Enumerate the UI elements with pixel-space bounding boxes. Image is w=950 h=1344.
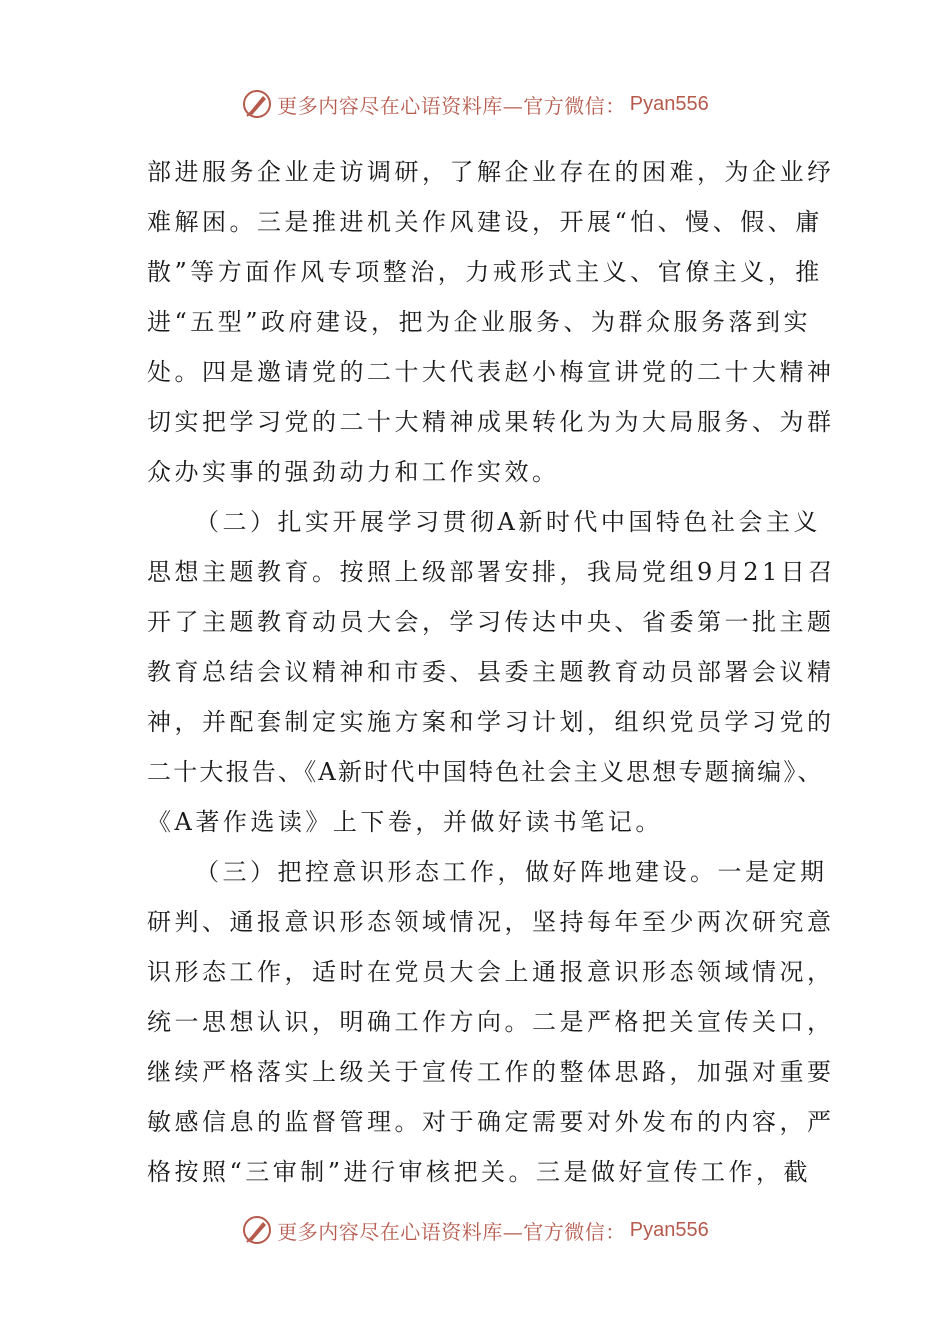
watermark-text: 更多内容尽在心语资料库—官方微信： — [277, 93, 626, 118]
watermark-header — [0, 84, 950, 124]
text-line: 识形态工作，适时在党员大会上通报意识形态领域情况， — [147, 958, 835, 986]
paragraph-3 — [147, 847, 835, 1197]
text-line: 《A著作选读》上下卷，并做好读书笔记。 — [147, 808, 663, 836]
text-line: 继续严格落实上级关于宣传工作的整体思路，加强对重要 — [147, 1058, 835, 1086]
watermark-wechat-id: Pyan556 — [629, 92, 709, 115]
text-line: 教育总结会议精神和市委、县委主题教育动员部署会议精 — [147, 658, 835, 686]
text-line: 统一思想认识，明确工作方向。二是严格把关宣传关口， — [147, 1008, 835, 1036]
text-line: 研判、通报意识形态领域情况，坚持每年至少两次研究意 — [147, 908, 835, 936]
text-line: 散”等方面作风专项整治，力戒形式主义、官僚主义，推 — [147, 258, 823, 286]
text-line: 敏感信息的监督管理。对于确定需要对外发布的内容，严 — [147, 1108, 835, 1136]
text-line: 部进服务企业走访调研，了解企业存在的困难，为企业纾 — [147, 158, 835, 186]
text-line: 处。四是邀请党的二十大代表赵小梅宣讲党的二十大精神 — [147, 358, 835, 386]
text-line: 二十大报告、《A新时代中国特色社会主义思想专题摘编》、 — [147, 758, 824, 786]
watermark-text: 更多内容尽在心语资料库—官方微信： — [277, 1219, 626, 1244]
text-line: 难解困。三是推进机关作风建设，开展“怕、慢、假、庸 — [147, 208, 823, 236]
text-line: （二）扎实开展学习贯彻A新时代中国特色社会主义 — [195, 508, 821, 536]
text-line: 思想主题教育。按照上级部署安排，我局党组9月21日召 — [147, 558, 836, 586]
watermark-wechat-id: Pyan556 — [629, 1218, 709, 1241]
watermark-footer — [0, 1210, 950, 1250]
quill-pen-icon — [241, 88, 273, 120]
paragraph-1 — [147, 147, 835, 497]
document-body — [147, 147, 836, 1197]
quill-pen-icon — [241, 1214, 273, 1246]
text-line: （三）把控意识形态工作，做好阵地建设。一是定期 — [195, 858, 828, 886]
text-line: 格按照“三审制”进行审核把关。三是做好宣传工作，截 — [147, 1158, 812, 1186]
text-line: 神，并配套制定实施方案和学习计划，组织党员学习党的 — [147, 708, 835, 736]
text-line: 开了主题教育动员大会，学习传达中央、省委第一批主题 — [147, 608, 835, 636]
text-line: 进“五型”政府建设，把为企业服务、为群众服务落到实 — [147, 308, 812, 336]
text-line: 众办实事的强劲动力和工作实效。 — [147, 458, 560, 486]
text-line: 切实把学习党的二十大精神成果转化为为大局服务、为群 — [147, 408, 835, 436]
paragraph-2 — [147, 497, 836, 847]
